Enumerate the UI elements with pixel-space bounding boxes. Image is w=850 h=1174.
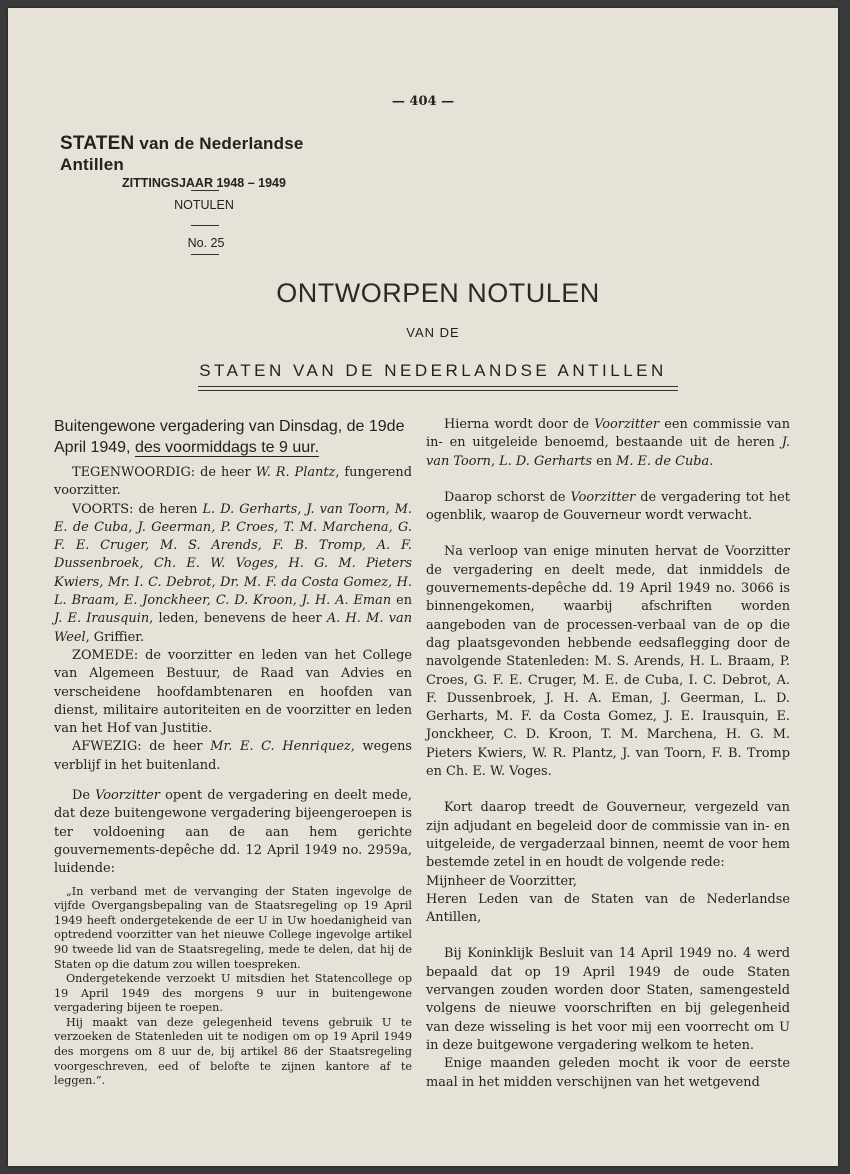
paragraph-opent	[54, 787, 412, 878]
paragraph-zomede: ZOMEDE: de voorzitter en leden van het College van Algemeen Bestuur, de Raad van Advies en verscheidene hoofdambtenaren en hoofden van dienst, militaire autoriteiten en de voorzitter en leden van het Hof van Justitie.	[54, 647, 412, 737]
spacer	[426, 781, 790, 799]
paragraph-schorst	[426, 489, 790, 526]
paragraph-tegenwoordig	[54, 464, 412, 501]
session-year: ZITTINGSJAAR 1948 – 1949	[122, 176, 286, 190]
paragraph-gouverneur: Kort daarop treedt de Gouverneur, vergezeld van zijn adjudant en begeleid door de commissie van in- en uitgeleide, de vergaderzaal binnen, neemt de voor hem bestemde zetel in en houdt de volgende rede:	[426, 800, 790, 871]
right-column	[426, 416, 790, 1092]
text: , fungerend voorzitter.	[54, 465, 412, 499]
notulen-label: NOTULEN	[174, 198, 234, 212]
text: , Griffier.	[85, 629, 145, 645]
left-column	[54, 416, 412, 1089]
masthead-title	[60, 133, 350, 175]
text: een commissie van in- en uitgeleide benoemd, bestaande uit de heren	[426, 417, 790, 451]
salutation: Mijnheer de Voorzitter,	[426, 873, 577, 889]
person-names: L. D. Gerharts, J. van Toorn, M. E. de Cuba, J. Geerman, P. Croes, T. M. Marchena, G. F. E. Cruger, M. S. Arends, F. B. Tromp, A. F. Dussenbroek, Ch. E. W. Voges, H. G. M. Pieters Kwiers, Mr. I. C. Debrot, Dr. M. F. da Costa Gomez, H. L. Braam, E. Jonckheer, C. D. Kroon, J. H. A. Eman	[54, 501, 413, 609]
text: Daarop schorst de	[444, 489, 571, 505]
person-name: W. R. Plantz	[255, 465, 336, 480]
divider	[191, 225, 219, 226]
role: Voorzitter	[95, 788, 160, 804]
spacer	[54, 775, 412, 787]
person-names: J. van Toorn, L. D. Gerharts	[426, 435, 790, 469]
paragraph-hervat: Na verloop van enige minuten hervat de Voorzitter de vergadering en deelt mede, dat inmiddels de gouvernements-depêche dd. 19 April 1949 no. 3066 is binnengekomen, waarbij afschriften worden aangeboden van de processen-verbaal van de op die dag plaatsgevonden hebbende eedsaflegging door de navolgende Statenleden: M. S. Arends, H. L. Braam, P. Croes, G. F. E. Cruger, M. E. de Cuba, I. C. Debrot, A. F. Dussenbroek, J. H. A. Eman, J. Geerman, L. D. Gerharts, M. F. da Costa Gomez, J. E. Irausquin, E. Jonckheer, C. D. Kroon, T. M. Marchena, H. G. M. Pieters Kwiers, W. R. Plantz, J. van Toorn, F. B. Tromp en Ch. E. W. Voges.	[426, 544, 790, 780]
text: , leden, benevens de heer	[149, 611, 327, 627]
text: opent de vergadering en deelt mede, dat deze buitengewone vergadering bijeengeroepen is ter voldoening aan de aan hem gerichte gouvernements-depêche dd. 12 April 1949 no. 2959a, luidende:	[54, 788, 412, 877]
meeting-heading-text: Buitengewone vergadering van Dinsdag, de 19de April 1949,	[54, 418, 405, 456]
quote-paragraph: „In verband met de vervanging der Staten ingevolge de vijfde Overgangsbepaling van de Staatsregeling op 19 April 1949 heeft ondergetekende de eer U in Uw hoedanigheid van optredend voorzitter van het nieuwe College ingevolge artikel 90 tweede lid van de Staatsregeling, mede te delen, dat hij de Staten op die datum zou willen toespreken.	[54, 884, 412, 971]
divider	[191, 254, 219, 255]
paragraph-besluit: Bij Koninklijk Besluit van 14 April 1949 no. 4 werd bepaald dat op 19 April 1949 de oude Staten vervangen zouden worden door Staten, samengesteld volgens de nieuwe voorschriften en bij gelegenheid van deze wisseling is het voor mij een voorrecht om U in deze buitgewone vergadering welkom te heten.	[426, 946, 790, 1053]
person-name: M. E. de Cuba.	[616, 453, 714, 469]
divider	[191, 190, 219, 191]
spacer	[426, 927, 790, 945]
text: De	[72, 788, 96, 804]
text: TEGENWOORDIG: de heer	[72, 465, 256, 480]
text: Hierna wordt door de	[444, 417, 595, 432]
person-name: J. E. Irausquin	[54, 611, 150, 627]
document-page	[8, 8, 838, 1166]
paragraph-commissie	[426, 416, 790, 471]
masthead-staten: STATEN	[60, 133, 135, 154]
text: VOORTS: de heren	[72, 501, 203, 517]
masthead-rest: van de Nederlandse Antillen	[60, 134, 304, 174]
person-name: Mr. E. C. Henriquez	[210, 739, 351, 755]
text: de vergadering tot het ogenblik, waarop de Gouverneur wordt verwacht.	[426, 489, 790, 524]
title-double-rule	[198, 386, 678, 391]
quote-paragraph: Hij maakt van deze gelegenheid tevens gebruik U te verzoeken de Statenleden uit te nodigen om op 19 April 1949 des morgens om 8 uur de, bij artikel 86 der Staatsregeling voorgeschreven, eed of belofte te zijnen kantore af te leggen.”.	[54, 1015, 412, 1088]
text: en	[592, 453, 617, 469]
quote-paragraph: Ondergetekende verzoekt U mitsdien het Statencollege op 19 April 1949 des morgens 9 uur in buitengewone vergadering bijeen te roepen.	[54, 972, 412, 1015]
role: Voorzitter	[594, 417, 660, 432]
salutation: Heren Leden van de Staten van de Nederlandse Antillen,	[426, 891, 790, 926]
main-title: ONTWORPEN NOTULEN	[276, 278, 600, 308]
document-number: No. 25	[187, 236, 225, 250]
spacer	[426, 471, 790, 489]
paragraph-afwezig	[54, 738, 412, 775]
paragraph-enige: Enige maanden geleden mocht ik voor de eerste maal in het midden verschijnen van het wetgevend	[426, 1056, 790, 1090]
sub-title: STATEN VAN DE NEDERLANDSE ANTILLEN	[199, 361, 667, 380]
meeting-heading	[54, 416, 412, 458]
meeting-time: des voormiddags te 9 uur.	[134, 439, 320, 456]
text: , wegens verblijf in het buitenland.	[54, 739, 413, 773]
spacer	[426, 525, 790, 543]
quoted-depeche	[54, 885, 412, 1089]
role: Voorzitter	[570, 489, 636, 505]
title-van-de: VAN DE	[406, 325, 460, 340]
text: AFWEZIG: de heer	[72, 739, 211, 755]
page-number: — 404 —	[391, 94, 455, 109]
person-name: A. H. M. van Weel	[54, 611, 412, 645]
text: en	[391, 593, 413, 609]
paragraph-voorts	[54, 501, 412, 647]
masthead	[60, 133, 350, 190]
